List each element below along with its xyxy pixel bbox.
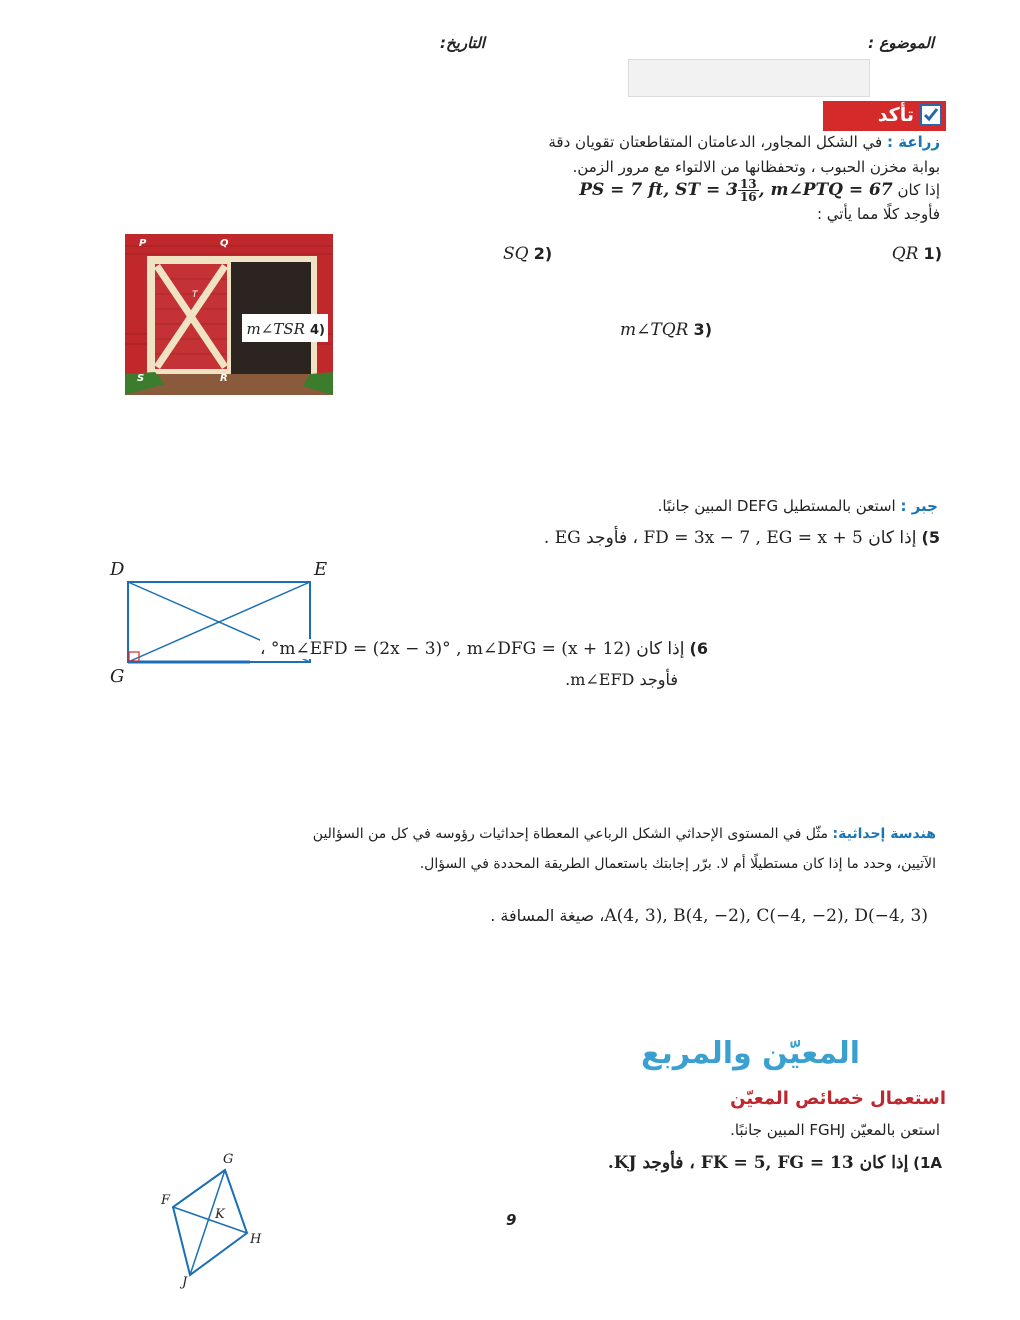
coord-method: صيغة المسافة . — [490, 906, 595, 925]
q1a-text: إذا كان FK = 5, FG = 13 ، فأوجد KJ. — [607, 1153, 909, 1173]
q5-text: إذا كان FD = 3x − 7 , EG = x + 5 ، فأوجد EG . — [543, 528, 917, 548]
q4-text: m∠TSR — [246, 320, 305, 338]
rhombus-label-j: J — [182, 1275, 188, 1290]
rhombus-label-f: F — [161, 1193, 171, 1208]
q6-text1: إذا كان m∠EFD = (2x − 3)° , m∠DFG = (x + 12)° ، — [260, 639, 685, 659]
q6-line1 — [260, 639, 708, 659]
rhombus-label-h: H — [250, 1232, 262, 1247]
rhombus-label-g: G — [223, 1152, 234, 1167]
checkbox-icon — [920, 104, 942, 126]
rhombus-title: المعيّن والمربع — [640, 1036, 860, 1071]
q2-text: SQ — [503, 244, 529, 264]
coord-points: A(4, 3), B(4, −2), C(−4, −2), D(−4, 3) — [604, 906, 928, 926]
rhombus-subtitle: استعمال خصائص المعيّن — [730, 1088, 946, 1109]
given-angle: m∠PTQ = 67 — [770, 180, 893, 200]
subject-label: الموضوع : — [868, 34, 934, 52]
q4 — [242, 314, 328, 342]
algebra-intro — [658, 497, 938, 515]
rect-label-d: D — [110, 559, 125, 580]
barn-label-t: T — [192, 290, 198, 300]
find-all: فأوجد كلًا مما يأتي : — [816, 205, 940, 223]
given-prefix: إذا كان — [897, 181, 940, 199]
rhombus-figure — [150, 1150, 270, 1295]
barn-label-q: Q — [220, 238, 229, 249]
q6-num: 6) — [689, 639, 708, 658]
given-line — [579, 178, 940, 203]
rectangle-figure — [100, 556, 340, 692]
rect-label-e: E — [314, 559, 328, 580]
given-st-angle: ST = 3 — [675, 180, 738, 200]
rhombus-label-k: K — [215, 1207, 225, 1222]
date-label: التاريخ: — [440, 34, 485, 52]
q1-text: QR — [891, 244, 919, 264]
rect-label-g: G — [110, 666, 125, 687]
given-math-1: PS = 7 ft, ST = 3 $\frac{13}{16}$ , m∠PTQ = 67 — [579, 177, 893, 204]
frac-num: 13 — [739, 177, 757, 191]
frac-den: 16 — [739, 190, 757, 204]
barn-label-r: R — [220, 373, 228, 384]
q1a — [608, 1153, 942, 1173]
barn-label-p: P — [139, 238, 147, 249]
q2 — [503, 244, 552, 264]
q3-text: m∠TQR — [620, 320, 689, 340]
rhombus-intro: استعن بالمعيّن FGHJ المبين جانبًا. — [730, 1121, 940, 1139]
q2-num: (2 — [533, 244, 553, 263]
q1 — [892, 244, 942, 264]
q3 — [620, 320, 712, 340]
fraction — [738, 178, 759, 203]
q1-num: (1 — [923, 244, 942, 263]
agri-intro-line2: بوابة مخزن الحبوب ، وتحفظانها من الالتواء مع مرور الزمن. — [572, 158, 940, 176]
barn-label-s: S — [137, 373, 145, 384]
coord-label: هندسة إحداثية: — [832, 826, 936, 842]
q5 — [544, 528, 940, 548]
check-badge — [823, 101, 946, 131]
q4-num: (4 — [310, 323, 325, 338]
subject-input-box[interactable] — [628, 59, 870, 97]
q6-line2: فأوجد m∠EFD. — [565, 670, 678, 689]
agri-label: زراعة : — [887, 133, 940, 151]
coord-line1 — [313, 826, 936, 842]
given-ps: PS = 7 ft — [579, 180, 664, 200]
q5-num: 5) — [921, 528, 940, 547]
page-number: 9 — [506, 1211, 517, 1229]
agri-text1: في الشكل المجاور، الدعامتان المتقاطعتان تقويان دقة — [548, 133, 883, 151]
coord-points-line: A(4, 3), B(4, −2), C(−4, −2), D(−4, 3)، صيغة المسافة . — [490, 906, 928, 926]
badge-text: تأكد — [877, 104, 914, 126]
agri-intro-line1 — [548, 133, 940, 151]
coord-text1: مثّل في المستوى الإحداثي الشكل الرباعي المعطاة إحداثيات رؤوسه في كل من السؤالين — [312, 826, 829, 842]
q3-num: (3 — [693, 320, 712, 339]
algebra-label: جبر : — [900, 497, 938, 515]
algebra-intro-text: استعن بالمستطيل DEFG المبين جانبًا. — [657, 497, 896, 515]
coord-line2: الآتيين، وحدد ما إذا كان مستطيلًا أم لا. برّر إجابتك باستعمال الطريقة المحددة في السؤال. — [419, 856, 936, 872]
q1a-num: 1A) — [913, 1154, 942, 1172]
